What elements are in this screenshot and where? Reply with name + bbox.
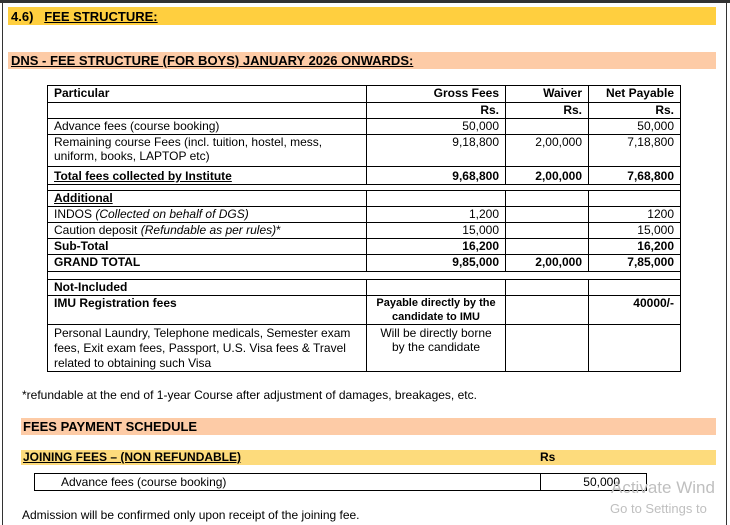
fee-structure-subtitle: DNS - FEE STRUCTURE (FOR BOYS) JANUARY 2026 ONWARDS: — [8, 52, 716, 69]
section-number: 4.6) — [11, 9, 34, 24]
table-row: Caution deposit (Refundable as per rules)* 15,000 15,000 — [48, 223, 681, 239]
payment-schedule-heading: FEES PAYMENT SCHEDULE — [21, 418, 716, 435]
window-border — [2, 0, 3, 525]
activation-watermark: Activate Wind — [611, 478, 715, 497]
units-row: Rs. Rs. Rs. — [48, 103, 681, 119]
joining-fee-row: Advance fees (course booking) 50,000 — [34, 473, 647, 491]
table-row: Remaining course Fees (incl. tuition, hostel, mess, uniform, books, LAPTOP etc) 9,18,800 2,00,000 7,18,800 — [48, 135, 681, 167]
fee-table — [47, 85, 681, 372]
activation-watermark-sub: Go to Settings to — [610, 501, 707, 516]
total-row: Total fees collected by Institute 9,68,800 2,00,000 7,68,800 — [48, 167, 681, 185]
table-row: Additional — [48, 191, 681, 207]
table-row: Personal Laundry, Telephone medicals, Semester exam fees, Exit exam fees, Passport, U.S. Visa fees & Travel related to obtaining such Visa Will be directly borne by the candidate — [48, 325, 681, 372]
subtotal-row: Sub-Total 16,200 16,200 — [48, 239, 681, 255]
footnote: *refundable at the end of 1-year Course after adjustment of damages, breakages, etc. — [22, 388, 477, 402]
table-row: Not-Included — [48, 280, 681, 296]
admission-note: Admission will be confirmed only upon receipt of the joining fee. — [22, 508, 360, 522]
table-row: IMU Registration fees Payable directly by the candidate to IMU 40000/- — [48, 296, 681, 325]
table-row: Advance fees (course booking) 50,000 50,000 — [48, 119, 681, 135]
table-header: Particular Gross Fees Waiver Net Payable — [48, 86, 681, 103]
grand-total-row: GRAND TOTAL 9,85,000 2,00,000 7,85,000 — [48, 255, 681, 272]
joining-fees-heading: JOINING FEES – (NON REFUNDABLE) Rs — [21, 450, 716, 465]
table-row: INDOS (Collected on behalf of DGS) 1,200 1200 — [48, 207, 681, 223]
window-border — [726, 0, 727, 525]
window-border — [0, 0, 730, 3]
section-heading — [8, 7, 716, 25]
section-title: FEE STRUCTURE: — [44, 9, 158, 24]
